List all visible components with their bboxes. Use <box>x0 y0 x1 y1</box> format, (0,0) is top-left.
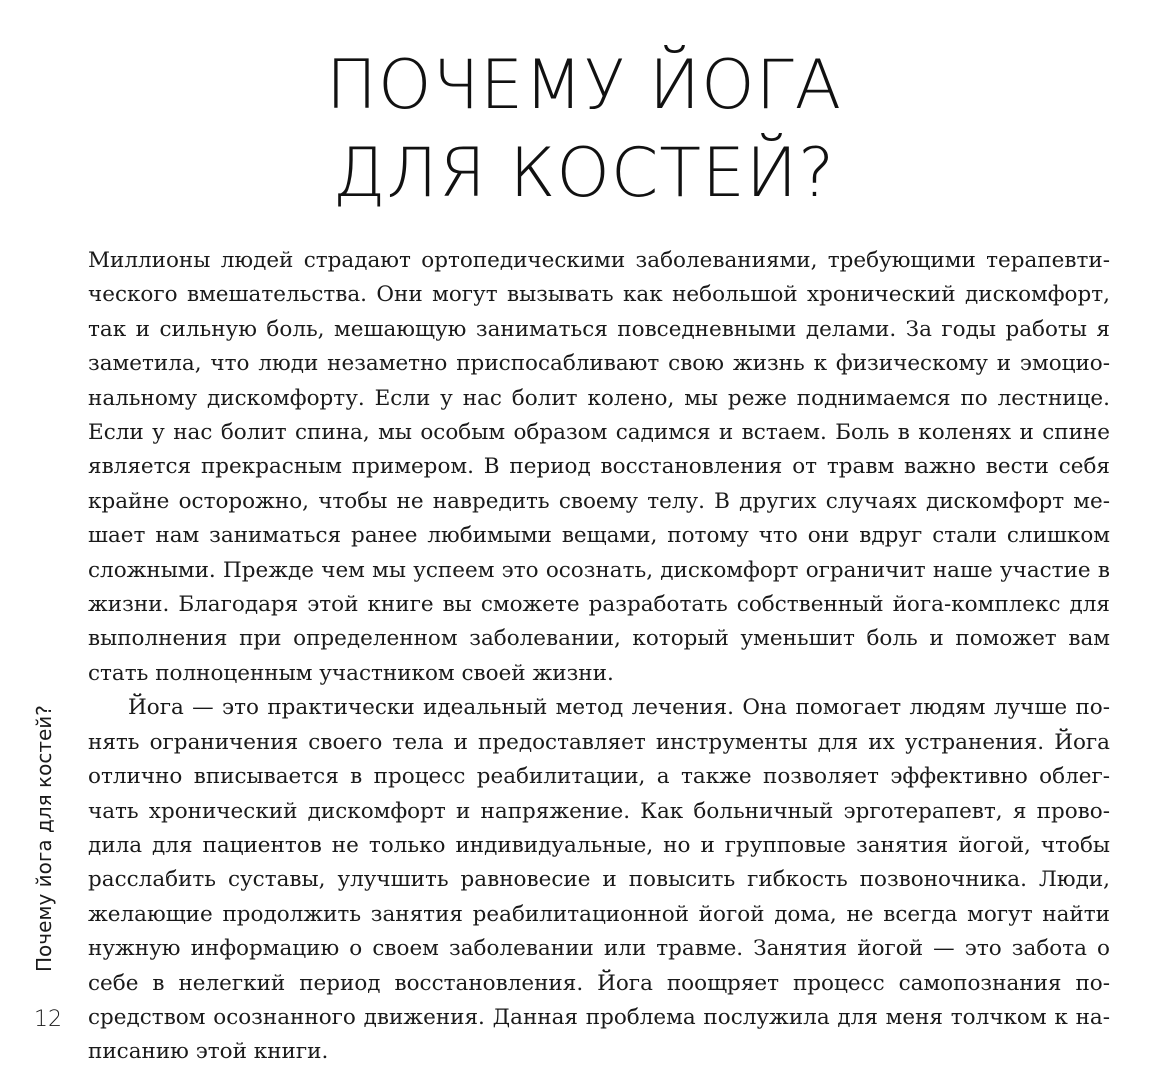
page-title <box>0 42 1168 218</box>
paragraph-2: Йога — это практически идеальный метод лечения. Она помогает людям лучше понять ограничения своего тела и предоставляет инструменты для их устранения. Йога отлично вписывается в процесс реабилитации, а также позволяет эффективно облегчать хронический дискомфорт и напряжение. Как больничный эрготерапевт, я проводила для пациентов не только индивидуальные, но и групповые занятия йогой, чтобы расслабить суставы, улучшить равновесие и повысить гибкость позвоночника. Люди, желающие продолжить занятия реабилитационной йогой дома, не всегда могут найти нужную информацию о своем заболевании или травме. Занятия йогой — это забота о себе в нелегкий период восстановления. Йога поощряет процесс самопознания посредством осознанного движения. Данная проблема послужила для меня толчком к написанию этой книги. <box>88 695 1110 1065</box>
paragraph-1: Миллионы людей страдают ортопедическими заболеваниями, требующими терапевтического вмешательства. Они могут вызывать как небольшой хронический дискомфорт, так и сильную боль, мешающую заниматься повседневными делами. За годы работы я заметила, что люди незаметно приспосабливают свою жизнь к физическому и эмоциональному дискомфорту. Если у нас болит колено, мы реже поднимаемся по лестнице. Если у нас болит спина, мы особым образом садимся и встаем. Боль в коленях и спине является прекрасным примером. В период восстановления от травм важно вести себя крайне осторожно, чтобы не навредить своему телу. В других случаях дискомфорт мешает нам заниматься ранее любимыми вещами, потому что они вдруг стали слишком сложными. Прежде чем мы успеем это осознать, дискомфорт ограничит наше участие в жизни. Благодаря этой книге вы сможете разработать собственный йога-комплекс для выполнения при определенном заболевании, который уменьшит боль и поможет вам стать полноценным участником своей жизни. <box>88 248 1110 686</box>
page-number: 12 <box>34 1007 62 1032</box>
title-line-1: ПОЧЕМУ ЙОГА <box>325 46 843 125</box>
title-line-2: ДЛЯ КОСТЕЙ? <box>332 134 836 213</box>
body-text <box>88 244 1110 1070</box>
running-head: Почему йога для костей? <box>32 705 56 972</box>
